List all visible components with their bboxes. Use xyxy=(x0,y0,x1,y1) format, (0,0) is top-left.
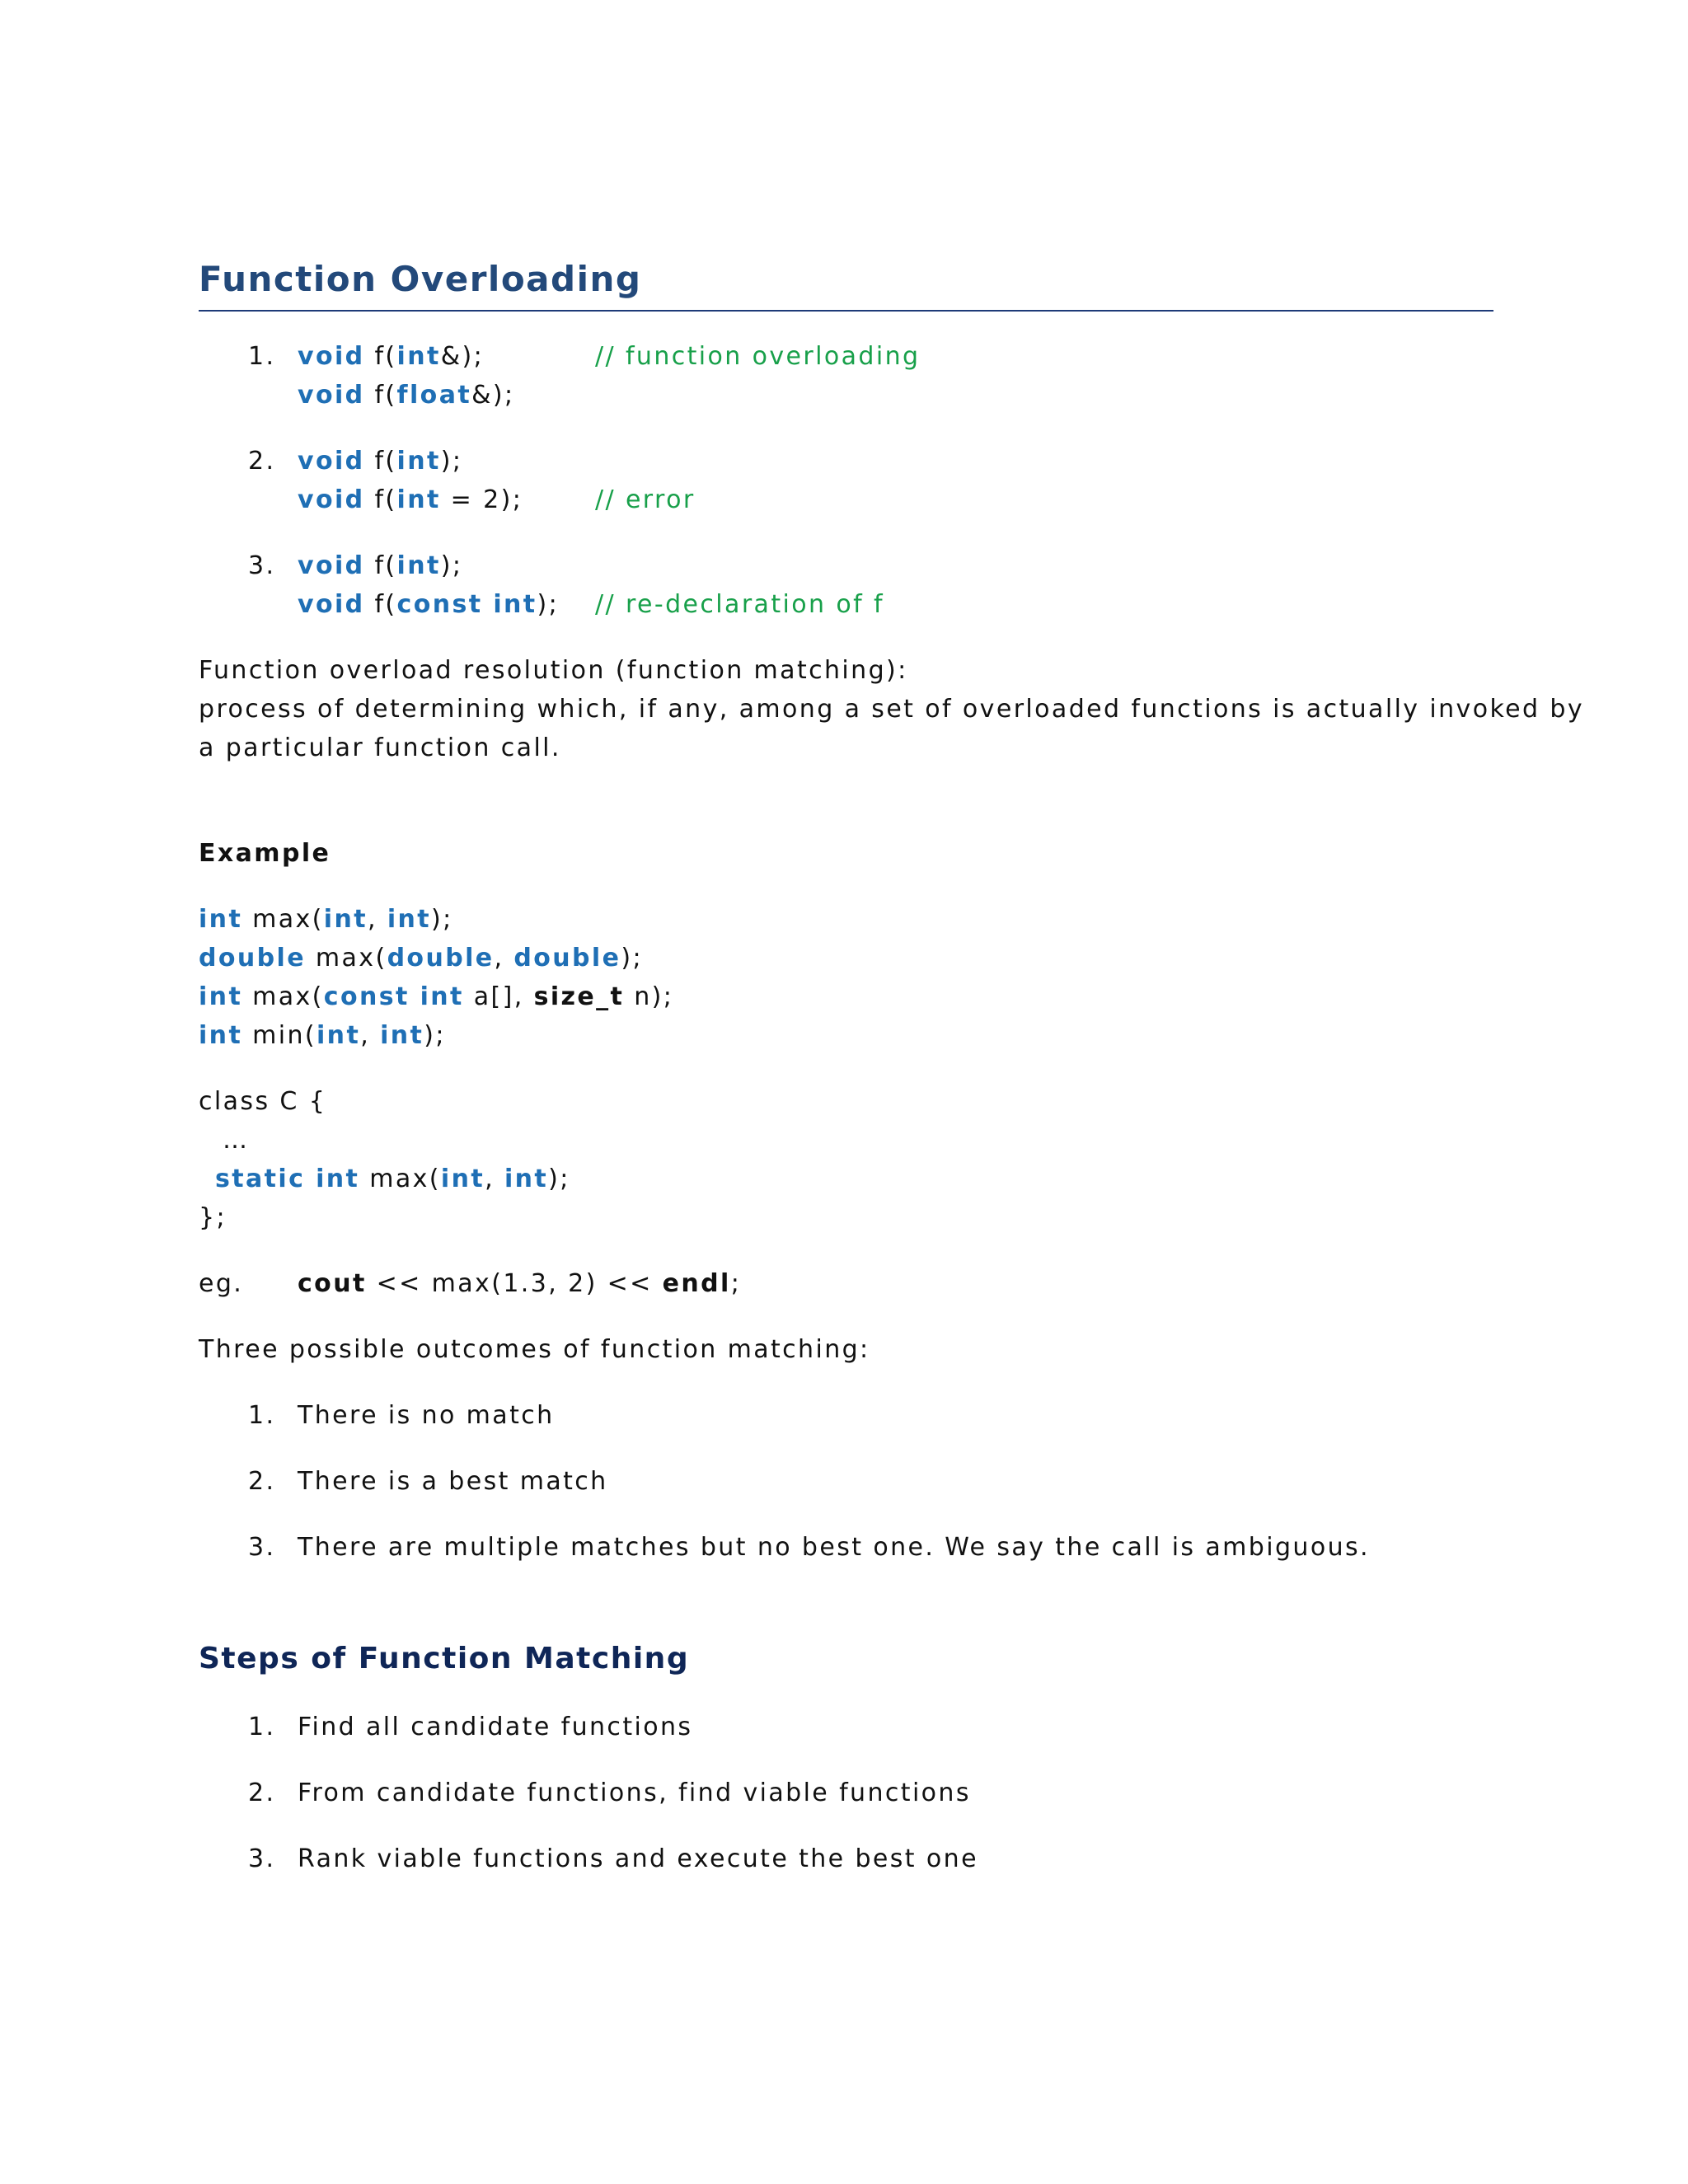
page-title: Function Overloading xyxy=(199,259,642,299)
type-name: size_t xyxy=(533,982,625,1011)
keyword: const int xyxy=(396,590,537,619)
code-text: f( xyxy=(364,590,397,619)
code-text: max( xyxy=(359,1165,441,1193)
code-text: , xyxy=(494,944,514,972)
keyword: int xyxy=(440,1165,485,1193)
keyword: void xyxy=(298,381,365,410)
keyword: int xyxy=(396,485,441,514)
code-line xyxy=(298,383,514,408)
keyword: void xyxy=(298,485,365,514)
list-number: 1. xyxy=(248,1401,276,1430)
code-text: n); xyxy=(624,982,674,1011)
keyword: double xyxy=(513,944,621,972)
list-item: From candidate functions, find viable functions xyxy=(298,1779,971,1807)
code-comment: // function overloading xyxy=(595,342,921,371)
code-text: max( xyxy=(242,905,324,934)
list-item: There is a best match xyxy=(298,1467,608,1496)
code-comment: // error xyxy=(595,485,696,514)
code-text: ); xyxy=(440,551,463,580)
code-line xyxy=(298,1269,742,1298)
code-line xyxy=(199,907,453,932)
keyword: void xyxy=(298,447,365,476)
code-text: f( xyxy=(364,485,397,514)
code-text: ); xyxy=(621,944,643,972)
code-text: ); xyxy=(537,590,560,619)
code-text: = 2); xyxy=(440,485,523,514)
list-number: 2. xyxy=(248,1467,276,1496)
keyword: int xyxy=(396,551,441,580)
code-text: << max(1.3, 2) << xyxy=(366,1269,663,1298)
list-item: Rank viable functions and execute the best one xyxy=(298,1844,978,1873)
section-heading: Steps of Function Matching xyxy=(199,1642,690,1675)
code-text: &); xyxy=(471,381,515,410)
code-text: &); xyxy=(440,342,485,371)
keyword: int xyxy=(504,1165,549,1193)
keyword: int xyxy=(396,447,441,476)
code-text: f( xyxy=(364,551,397,580)
title-underline xyxy=(199,310,1493,312)
code-text: ); xyxy=(548,1165,570,1193)
keyword: int xyxy=(387,905,432,934)
code-comment: // re-declaration of f xyxy=(595,590,884,619)
code-text: max( xyxy=(242,982,324,1011)
keyword: float xyxy=(396,381,472,410)
keyword: void xyxy=(298,551,365,580)
code-line xyxy=(199,1021,446,1050)
code-text: ); xyxy=(424,1021,446,1050)
identifier: endl xyxy=(662,1269,731,1298)
keyword: void xyxy=(298,342,365,371)
code-text: max( xyxy=(305,944,387,972)
paragraph-line: Function overload resolution (function matching): xyxy=(199,656,908,685)
list-item: There are multiple matches but no best one. We say the call is ambiguous. xyxy=(298,1533,1370,1562)
keyword: double xyxy=(387,944,495,972)
code-text: f( xyxy=(364,447,397,476)
code-line xyxy=(298,449,462,474)
code-text: f( xyxy=(364,342,397,371)
paragraph-line: a particular function call. xyxy=(199,733,561,762)
keyword: int xyxy=(316,1021,361,1050)
code-line xyxy=(298,485,523,514)
code-line: class C { xyxy=(199,1087,327,1116)
list-number: 3. xyxy=(248,1844,276,1873)
keyword: int xyxy=(380,1021,424,1050)
code-line xyxy=(298,344,484,369)
keyword: double xyxy=(199,944,306,972)
list-number: 1. xyxy=(248,342,276,371)
example-heading: Example xyxy=(199,839,331,868)
code-text: , xyxy=(360,1021,381,1050)
identifier: cout xyxy=(298,1269,367,1298)
code-ellipsis: … xyxy=(223,1126,250,1155)
list-item: There is no match xyxy=(298,1401,555,1430)
paragraph-line: process of determining which, if any, among a set of overloaded functions is actually invoked by xyxy=(199,695,1584,724)
keyword: const int xyxy=(323,982,464,1011)
list-number: 3. xyxy=(248,1533,276,1562)
code-line xyxy=(199,946,643,971)
code-text: ; xyxy=(730,1269,742,1298)
keyword: static int xyxy=(215,1165,360,1193)
keyword: int xyxy=(199,1021,243,1050)
paragraph-line: Three possible outcomes of function matching: xyxy=(199,1335,870,1364)
code-line xyxy=(298,590,560,619)
list-number: 1. xyxy=(248,1713,276,1741)
code-line: }; xyxy=(199,1203,227,1232)
code-line xyxy=(215,1167,570,1192)
code-text: , xyxy=(485,1165,504,1193)
code-line xyxy=(199,982,674,1011)
list-number: 3. xyxy=(248,551,276,580)
keyword: int xyxy=(199,905,243,934)
code-text: ); xyxy=(440,447,463,476)
keyword: int xyxy=(396,342,441,371)
keyword: void xyxy=(298,590,365,619)
code-line xyxy=(298,551,463,580)
code-text: , xyxy=(367,905,387,934)
eg-label: eg. xyxy=(199,1269,244,1298)
code-text: f( xyxy=(364,381,397,410)
list-number: 2. xyxy=(248,447,276,476)
code-text: ); xyxy=(431,905,453,934)
code-text: a[], xyxy=(463,982,534,1011)
keyword: int xyxy=(323,905,368,934)
keyword: int xyxy=(199,982,243,1011)
list-number: 2. xyxy=(248,1779,276,1807)
list-item: Find all candidate functions xyxy=(298,1713,693,1741)
code-text: min( xyxy=(242,1021,316,1050)
